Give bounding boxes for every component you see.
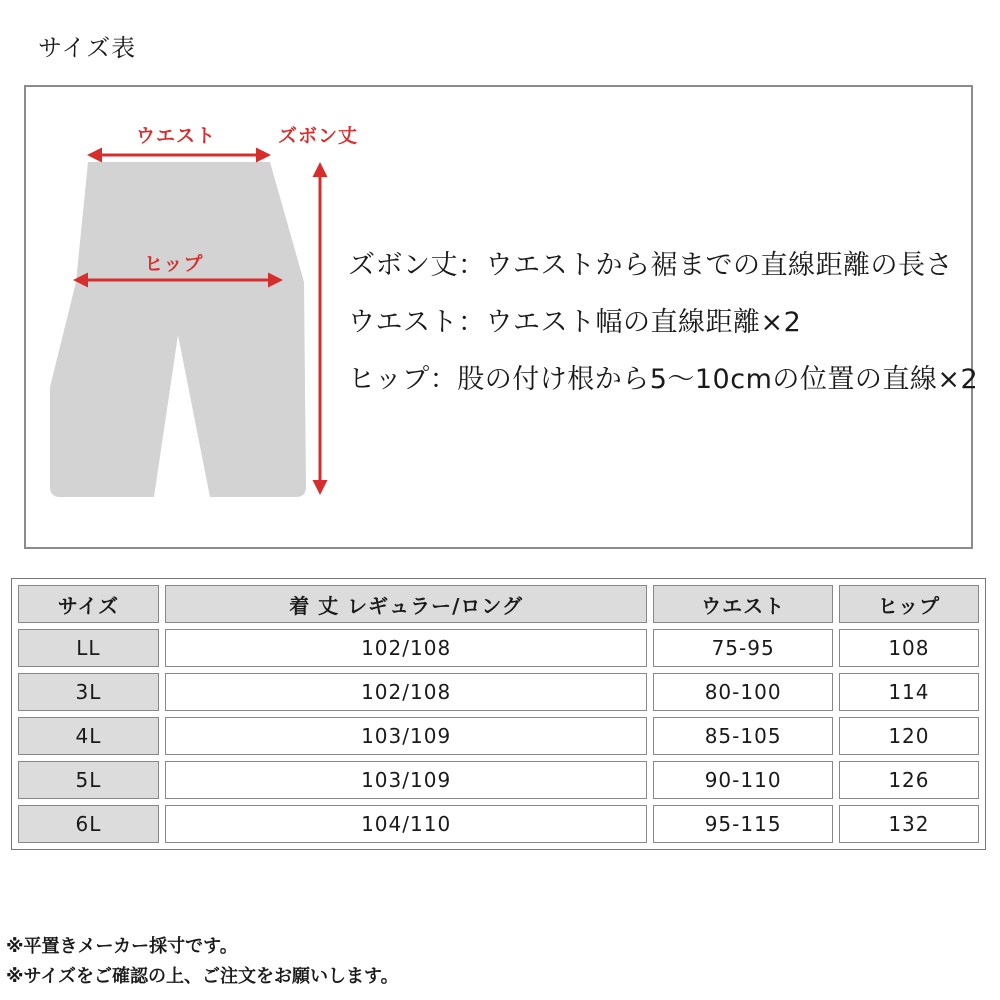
hip-cell: 126 <box>839 761 979 799</box>
notes <box>6 932 399 992</box>
pants-shape <box>50 162 306 497</box>
size-cell: 3L <box>18 673 159 711</box>
note-confirm: ※サイズをご確認の上、ご注文をお願いします。 <box>6 966 399 987</box>
size-cell: LL <box>18 629 159 667</box>
size-cell: 6L <box>18 805 159 843</box>
size-cell: 4L <box>18 717 159 755</box>
length-label: ズボン丈 <box>278 125 359 147</box>
waist-cell: 80-100 <box>653 673 832 711</box>
waist-cell: 90-110 <box>653 761 832 799</box>
header-waist: ウエスト <box>653 585 832 623</box>
waist-cell: 75-95 <box>653 629 832 667</box>
size-table <box>11 578 986 850</box>
table-row <box>18 805 979 843</box>
length-cell: 102/108 <box>165 673 648 711</box>
header-hip: ヒップ <box>839 585 979 623</box>
hip-cell: 120 <box>839 717 979 755</box>
waist-label: ウエスト <box>136 125 217 147</box>
hip-cell: 108 <box>839 629 979 667</box>
definition-waist: ウエスト：ウエスト幅の直線距離×2 <box>348 307 802 338</box>
definition-hip: ヒップ：股の付け根から5〜10cmの位置の直線×2 <box>348 364 979 395</box>
waist-cell: 85-105 <box>653 717 832 755</box>
table-header-row <box>18 585 979 623</box>
length-cell: 103/109 <box>165 761 648 799</box>
size-cell: 5L <box>18 761 159 799</box>
hip-cell: 114 <box>839 673 979 711</box>
page-title: サイズ表 <box>38 34 137 62</box>
length-cell: 103/109 <box>165 717 648 755</box>
measurement-diagram <box>24 85 979 549</box>
waist-cell: 95-115 <box>653 805 832 843</box>
note-measurement: ※平置きメーカー採寸です。 <box>6 936 238 957</box>
table-row <box>18 629 979 667</box>
length-cell: 102/108 <box>165 629 648 667</box>
header-length: 着 丈 レギュラー/ロング <box>165 585 648 623</box>
table-row <box>18 717 979 755</box>
measurement-definitions <box>348 237 978 408</box>
table-row <box>18 761 979 799</box>
table-row <box>18 673 979 711</box>
header-size: サイズ <box>18 585 159 623</box>
hip-label: ヒップ <box>144 253 204 275</box>
hip-cell: 132 <box>839 805 979 843</box>
definition-length: ズボン丈：ウエストから裾までの直線距離の長さ <box>348 250 953 281</box>
length-cell: 104/110 <box>165 805 648 843</box>
